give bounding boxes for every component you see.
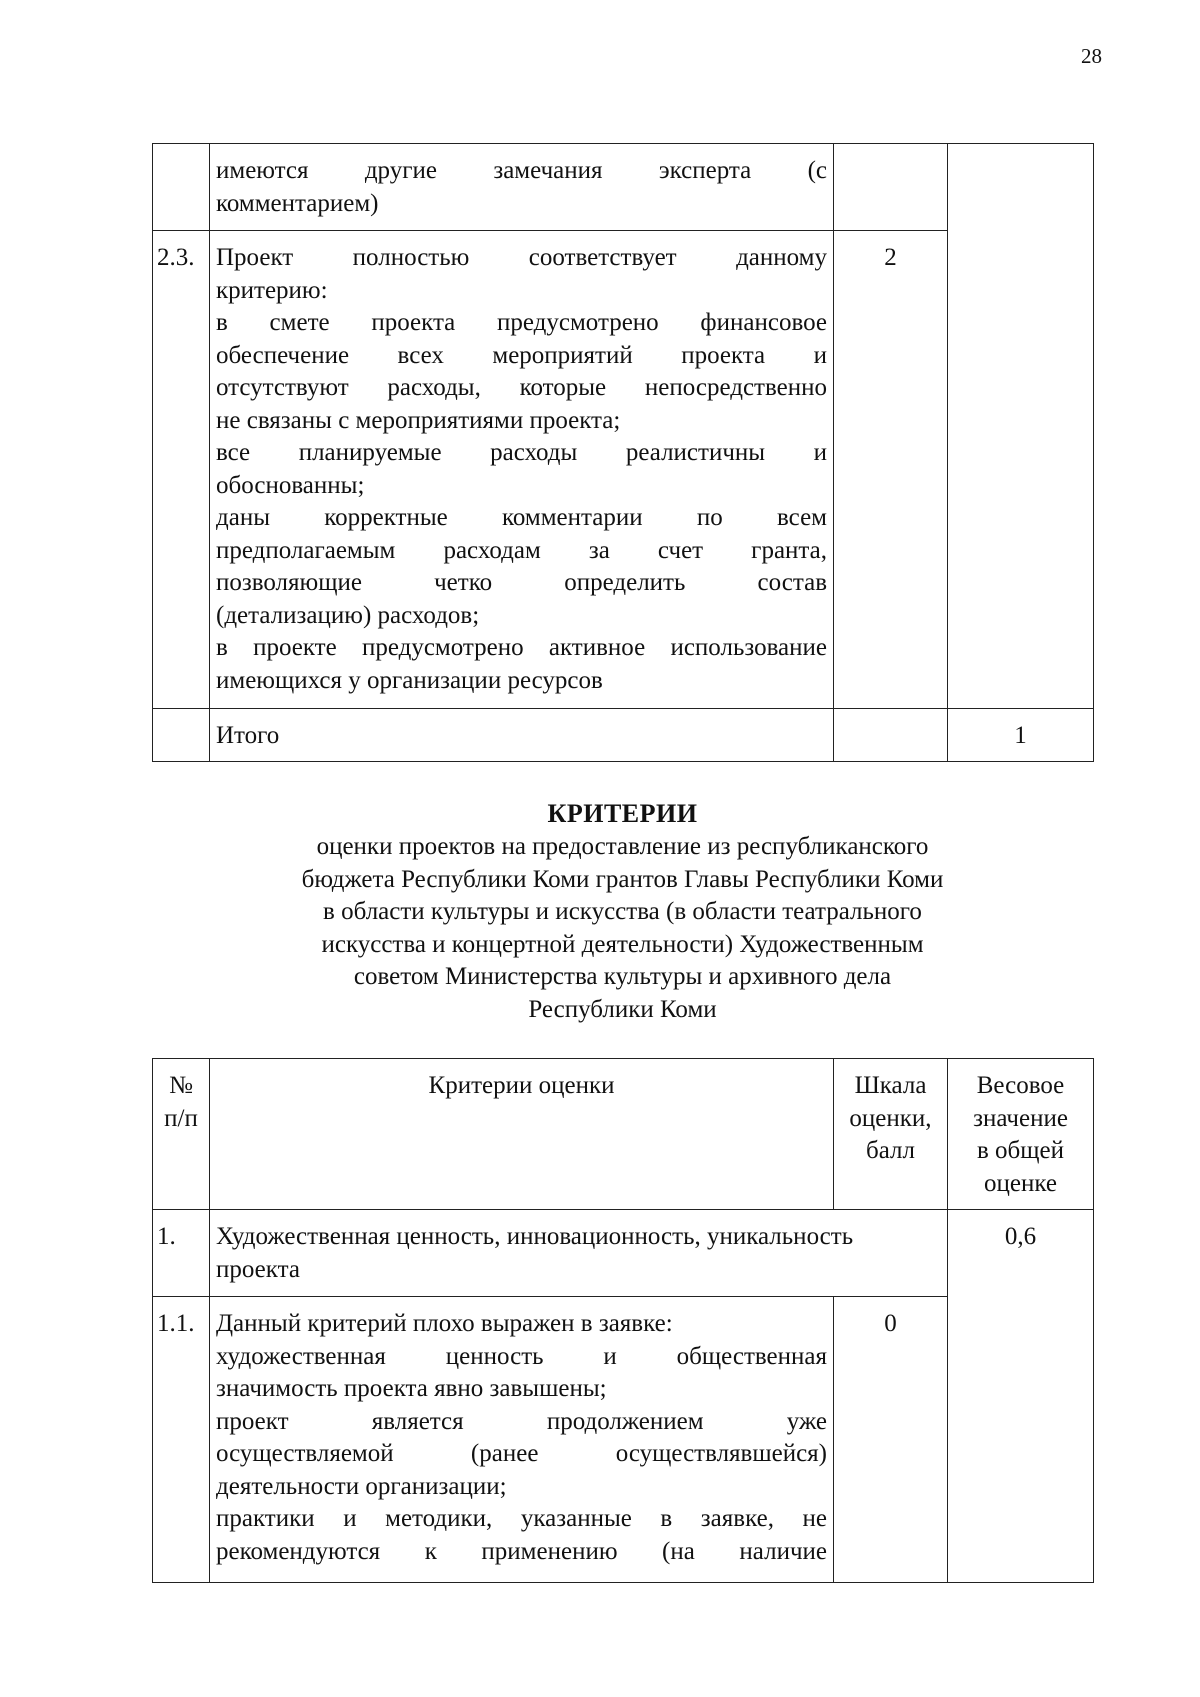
text-line: практики и методики, указанные в заявке, не xyxy=(216,1505,827,1532)
header-scale xyxy=(834,1059,948,1210)
criteria-heading: КРИТЕРИИ xyxy=(547,799,698,828)
text-line: Проект полностью соответствует данному xyxy=(216,244,827,271)
header-weight-line: Весовое xyxy=(976,1072,1065,1099)
total-label: Итого xyxy=(210,709,834,762)
text-line: значимость проекта явно завышены; xyxy=(216,1375,607,1402)
header-scale-line: оценки, xyxy=(849,1104,932,1132)
header-weight-line: значение xyxy=(973,1104,1068,1132)
criteria-table-continuation xyxy=(152,143,1094,762)
header-num-line: № xyxy=(169,1072,193,1099)
subtitle-line: Республики Коми xyxy=(528,995,717,1023)
total-row xyxy=(153,709,1094,762)
criterion-text-cell xyxy=(210,231,834,709)
criteria-table xyxy=(152,1058,1094,1583)
criterion-text-cell xyxy=(210,1297,834,1583)
total-weight: 1 xyxy=(948,709,1094,762)
text-line: Данный критерий плохо выражен в заявке: xyxy=(216,1310,673,1337)
header-criteria: Критерии оценки xyxy=(210,1059,834,1210)
section-weight: 0,6 xyxy=(948,1210,1094,1583)
header-num-line: п/п xyxy=(164,1104,198,1132)
criterion-text-cell xyxy=(210,144,834,231)
weight-cell xyxy=(948,144,1094,709)
subtitle-line: оценки проектов на предоставление из республиканского xyxy=(316,833,929,860)
table-row xyxy=(153,144,1094,231)
text-line: Художественная ценность, инновационность, уникальность xyxy=(216,1223,854,1250)
section-number: 1. xyxy=(153,1210,210,1297)
header-scale-line: Шкала xyxy=(854,1072,927,1099)
header-num xyxy=(153,1059,210,1210)
criteria-title-block xyxy=(152,797,1093,1026)
score-cell: 0 xyxy=(834,1297,948,1583)
text-line: даны корректные комментарии по всем xyxy=(216,504,827,531)
text-line: в смете проекта предусмотрено финансовое xyxy=(216,309,827,336)
subtitle-line: бюджета Республики Коми грантов Главы Республики Коми xyxy=(301,865,944,893)
row-number-cell xyxy=(153,709,210,762)
text-line: деятельности организации; xyxy=(216,1472,507,1500)
row-number-cell xyxy=(153,144,210,231)
text-line: осуществляемой (ранее осуществлявшейся) xyxy=(216,1440,827,1467)
text-line: критерию: xyxy=(216,276,328,304)
header-weight-line: оценке xyxy=(984,1169,1057,1197)
text-line: все планируемые расходы реалистичны и xyxy=(216,439,827,466)
header-weight-line: в общей xyxy=(977,1137,1064,1164)
header-weight xyxy=(948,1059,1094,1210)
subtitle-line: искусства и концертной деятельности) Художественным xyxy=(321,930,924,958)
text-line: в проекте предусмотрено активное использование xyxy=(216,634,827,661)
text-line: предполагаемым расходам за счет гранта, xyxy=(216,536,827,564)
text-line: имеющихся у организации ресурсов xyxy=(216,666,603,694)
page-number: 28 xyxy=(1081,44,1102,68)
text-line: позволяющие четко определить состав xyxy=(216,569,827,596)
score-cell: 2 xyxy=(834,231,948,709)
section-title xyxy=(210,1210,948,1297)
row-number-cell: 1.1. xyxy=(153,1297,210,1583)
score-cell xyxy=(834,709,948,762)
table-header-row xyxy=(153,1059,1094,1210)
subtitle-line: в области культуры и искусства (в области театрального xyxy=(323,898,922,925)
text-line: отсутствуют расходы, которые непосредственно xyxy=(216,374,827,401)
header-scale-line: балл xyxy=(866,1137,915,1164)
text-line: рекомендуются к применению (на наличие xyxy=(216,1537,827,1565)
text-line: (детализацию) расходов; xyxy=(216,601,480,629)
row-number-cell: 2.3. xyxy=(153,231,210,709)
text-line: проекта xyxy=(216,1255,300,1283)
section-row xyxy=(153,1210,1094,1297)
text-line: комментарием) xyxy=(216,189,379,217)
text-line: не связаны с мероприятиями проекта; xyxy=(216,406,621,434)
text-line: обеспечение всех мероприятий проекта и xyxy=(216,341,827,369)
text-line: обоснованны; xyxy=(216,471,365,499)
text-line: проект является продолжением уже xyxy=(216,1407,827,1435)
text-line: имеются другие замечания эксперта (с xyxy=(216,157,827,184)
score-cell xyxy=(834,144,948,231)
subtitle-line: советом Министерства культуры и архивного дела xyxy=(353,963,892,990)
text-line: художественная ценность и общественная xyxy=(216,1342,827,1370)
